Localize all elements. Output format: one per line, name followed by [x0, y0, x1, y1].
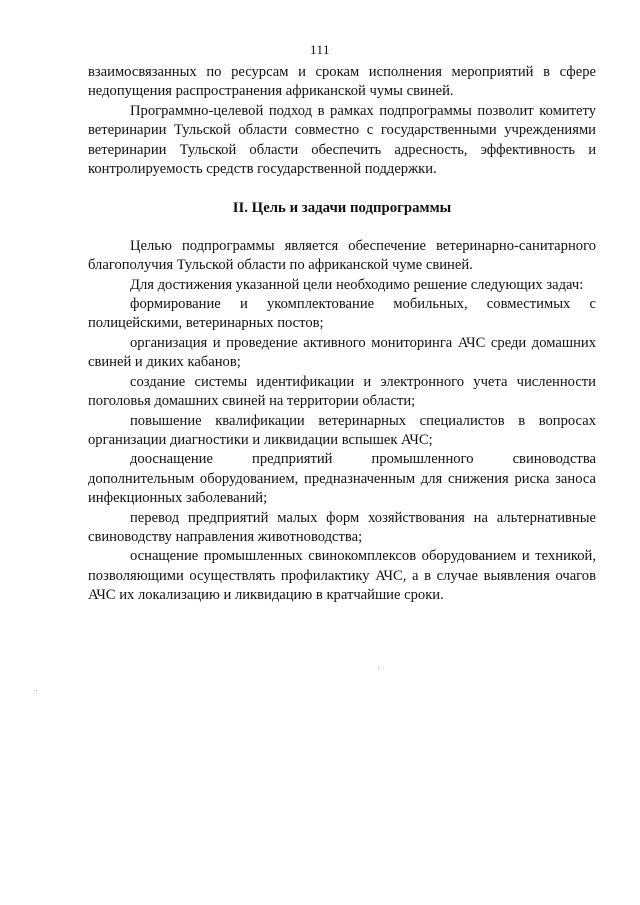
task-item: перевод предприятий малых форм хозяйствования на альтернативные свиноводству направления животноводства; [88, 509, 596, 545]
task-item: повышение квалификации ветеринарных специалистов в вопросах организации диагностики и ликвидации вспышек АЧС; [88, 412, 596, 448]
task-item: оснащение промышленных свинокомплексов оборудованием и техникой, позволяющими осуществлять профилактику АЧС, а в случае выявления очагов АЧС их локализацию и ликвидацию в кратчайшие сроки. [88, 548, 596, 604]
paragraph-continuation: взаимосвязанных по ресурсам и срокам исполнения мероприятий в сфере недопущения распространения африканской чумы свиней. [88, 64, 596, 100]
task-item: создание системы идентификации и электронного учета численности поголовья домашних свиней на территории области; [88, 373, 596, 410]
document-body [88, 63, 596, 606]
section-heading: II. Цель и задачи подпрограммы [232, 200, 452, 217]
paragraph-program-approach: Программно-целевой подход в рамках подпрограммы позволит комитету ветеринарии Тульской области совместно с государственными учреждениями ветеринарии Тульской области обеспечить адресность, эффективность и контролируемость средств государственной поддержки. [88, 102, 596, 178]
scan-speck [378, 668, 379, 669]
scan-speck [36, 690, 37, 691]
paragraph-goal: Целью подпрограммы является обеспечение ветеринарно-санитарного благополучия Тульской области по африканской чуме свиней. [88, 237, 596, 274]
task-item: дооснащение предприятий промышленного свиноводства дополнительным оборудованием, предназначенным для снижения риска заноса инфекционных заболеваний; [88, 451, 596, 507]
paragraph-tasks-intro: Для достижения указанной цели необходимо решение следующих задач: [130, 276, 584, 293]
task-item: формирование и укомплектование мобильных, совместимых с полицейскими, ветеринарных постов; [88, 296, 596, 332]
page-number: 111 [309, 42, 331, 57]
task-item: организация и проведение активного мониторинга АЧС среди домашних свиней и диких кабанов; [88, 334, 596, 371]
